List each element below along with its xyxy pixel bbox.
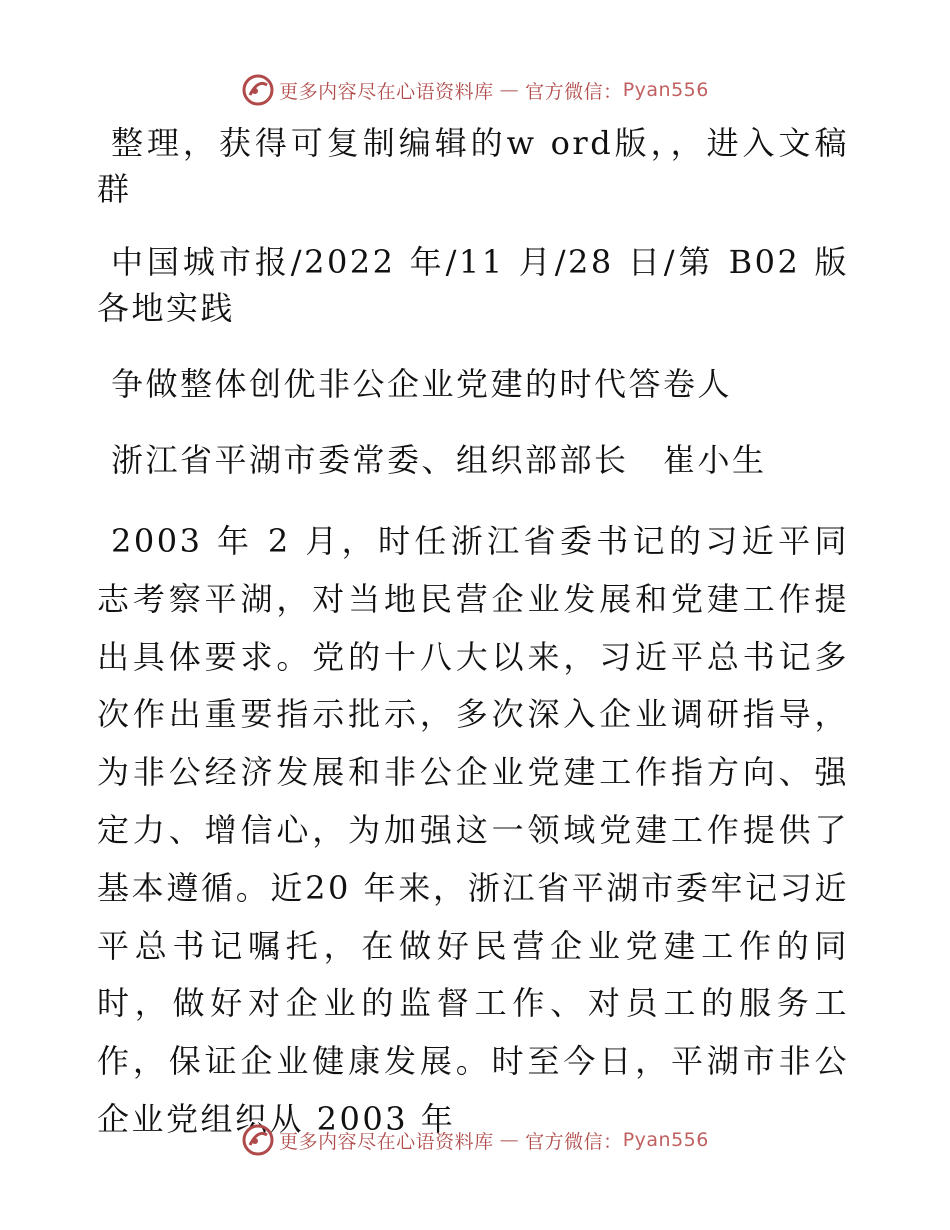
- watermark-text: 更多内容尽在心语资料库: [279, 1130, 494, 1153]
- brand-logo-icon: [241, 73, 275, 107]
- source-line: 中国城市报/2022 年/11 月/28 日/第 B02 版各地实践: [97, 243, 849, 327]
- watermark-text: 更多内容尽在心语资料库: [279, 80, 494, 103]
- watermark-header: [0, 70, 950, 110]
- brand-logo-icon: [241, 1123, 275, 1157]
- watermark-wechat-id: Pyan556: [622, 1129, 709, 1151]
- article-title: 争做整体创优非公企业党建的时代答卷人: [111, 365, 733, 403]
- author-line: 浙江省平湖市委常委、组织部部长 崔小生: [111, 441, 767, 479]
- watermark-wechat-id: Pyan556: [622, 79, 709, 101]
- watermark-official-label: 官方微信：: [525, 80, 623, 103]
- note-paragraph: 整理，获得可复制编辑的w ord版，，进入文稿群: [97, 124, 849, 208]
- watermark-official-label: 官方微信：: [525, 1130, 623, 1153]
- watermark-footer: [0, 1120, 950, 1160]
- document-body: [97, 120, 849, 1149]
- body-paragraph: 2003 年 2 月，时任浙江省委书记的习近平同志考察平湖，对当地民营企业发展和党建工作提出具体要求。党的十八大以来，习近平总书记多次作出重要指示批示，多次深入企业调研指导，为非公经济发展和非公企业党建工作指方向、强定力、增信心，为加强这一领域党建工作提供了基本遵循。近20 年来，浙江省平湖市委牢记习近平总书记嘱托，在做好民营企业党建工作的同时，做好对企业的监督工作、对员工的服务工作，保证企业健康发展。时至今日，平湖市非公企业党组织从 2003 年: [97, 522, 849, 1138]
- watermark-separator: —: [499, 79, 520, 101]
- watermark-separator: —: [499, 1129, 520, 1151]
